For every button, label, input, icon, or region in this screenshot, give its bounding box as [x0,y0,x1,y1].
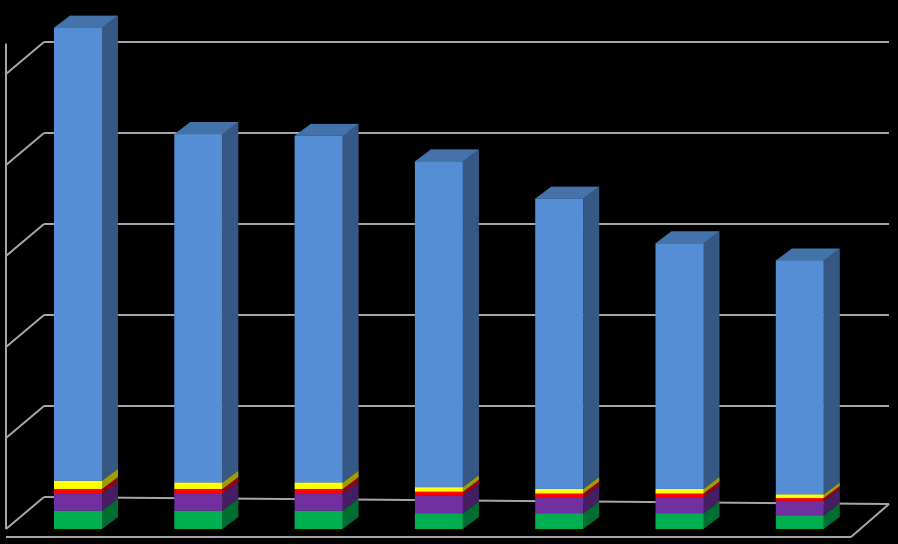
bar-segment-side-blue [704,231,720,489]
floor-right-edge [851,504,889,537]
bar-stack [295,124,359,529]
bar-stack [415,149,479,529]
bar-segment-purple [295,494,343,511]
bar-segment-side-blue [824,249,840,495]
bar-segment-purple [54,494,102,511]
bar-segment-red [415,492,463,496]
gridline-side [6,224,44,256]
bar-segment-yellow [656,489,704,494]
bar-segment-green [776,515,824,529]
bar-segment-yellow [535,489,583,494]
bar-stack [174,122,238,529]
bar-segment-blue [776,261,824,495]
gridline-side [6,497,44,529]
bar-segment-green [656,514,704,529]
bar-segment-green [174,511,222,529]
bar-segment-side-blue [343,124,359,483]
bar-segment-green [535,514,583,529]
gridline-side [6,406,44,438]
bar-segment-blue [54,28,102,481]
bar-stack [535,187,599,529]
gridline-side [6,42,44,74]
bar-segment-purple [174,494,222,511]
bar-segment-blue [174,134,222,483]
bar-segment-purple [656,497,704,513]
bar-segment-blue [295,136,343,483]
bar-segment-red [535,494,583,498]
bar-segment-red [656,494,704,498]
bar-segment-purple [535,497,583,513]
bar-segment-red [54,489,102,494]
bar-segment-green [295,511,343,529]
bar-segment-yellow [295,483,343,489]
bar-stack [54,16,118,529]
bar-segment-red [174,489,222,494]
gridline-side [6,133,44,165]
bar-segment-green [54,511,102,529]
bar-stack [656,231,720,529]
bar-segment-green [415,514,463,529]
bar-segment-side-blue [583,187,599,489]
bars [54,16,840,529]
bar-segment-red [295,489,343,494]
bar-segment-side-blue [102,16,118,481]
bar-segment-side-blue [222,122,238,483]
bar-segment-blue [656,243,704,489]
bar-segment-blue [535,199,583,489]
bar-segment-side-blue [463,149,479,487]
bar-segment-blue [415,161,463,487]
bar-segment-yellow [174,483,222,489]
bar-segment-yellow [415,487,463,492]
bar-segment-red [776,498,824,501]
bar-segment-purple [776,501,824,516]
gridline-side [6,315,44,347]
bar-stack [776,249,840,529]
bar-segment-yellow [776,494,824,498]
bar-segment-purple [415,495,463,513]
bar-segment-yellow [54,481,102,489]
